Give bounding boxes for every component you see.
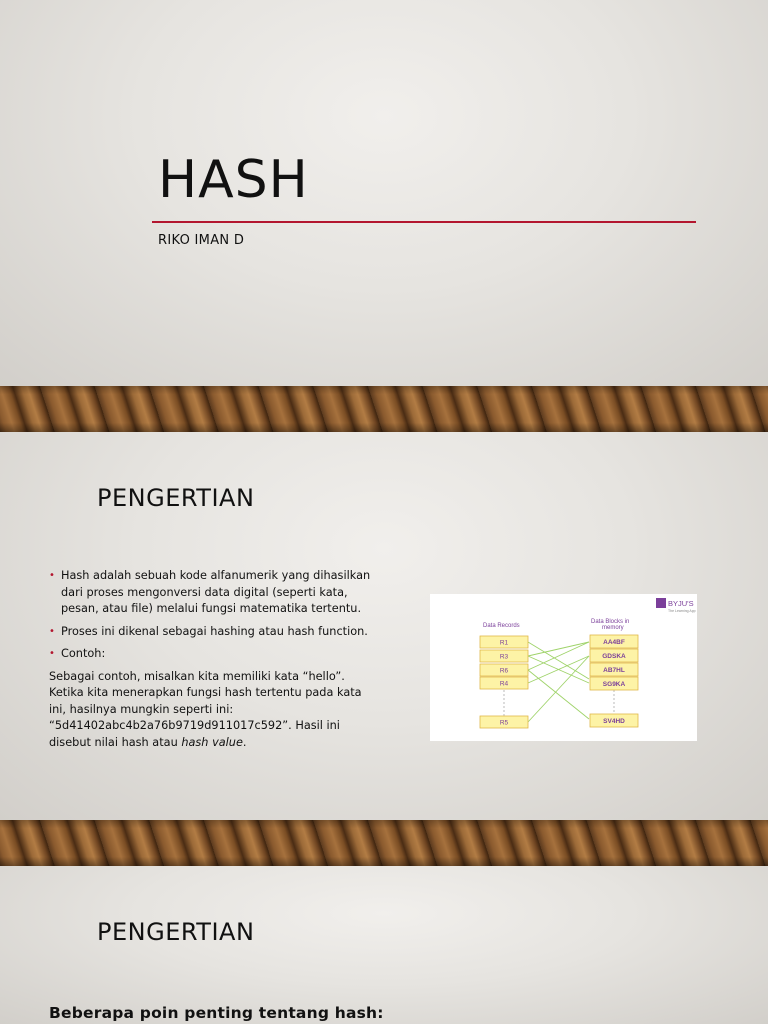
brand-tagline: The Learning App [668,609,696,613]
brand-logo-icon [656,598,666,608]
title-slide [0,0,768,386]
record-label: R6 [499,667,509,675]
period: . [242,735,247,749]
wood-floor-divider [0,386,768,432]
record-label: R3 [499,653,509,661]
slide-heading: PENGERTIAN [97,484,255,512]
content-slide-pengertian-2 [0,866,768,1024]
block-label: SG9KA [602,681,626,688]
example-paragraph [49,669,381,752]
record-label: R4 [499,680,509,688]
record-label: R1 [499,639,509,647]
slide-title: HASH [158,150,309,210]
blocks-column [590,635,638,727]
slide-subtitle: RIKO IMAN D [158,233,245,248]
data-blocks-label-1: Data Blocks in [591,619,630,625]
title-divider [152,221,696,223]
hash-diagram [430,594,697,741]
bullet-list [49,568,381,663]
hash-value-term: hash value [181,735,243,749]
list-item: • Hash adalah sebuah kode alfanumerik yang dihasilkan dari proses mengonversi data digital (seperti kata, pesan, atau file) melalui fungsi matematika tertentu. [49,568,381,618]
record-label: R5 [499,719,509,727]
block-label: AA4BF [603,639,625,646]
hash-diagram-image [430,594,697,741]
mapping-arrows [528,642,589,722]
brand-name: BYJU'S [668,599,694,608]
data-blocks-label-2: memory [602,625,624,631]
slide-body [49,568,381,751]
key-points-heading: Beberapa poin penting tentang hash: [49,1004,384,1022]
content-slide-pengertian [0,432,768,820]
data-records-label: Data Records [483,623,520,629]
example-text: Sebagai contoh, misalkan kita memiliki kata “hello”. Ketika kita menerapkan fungsi hash tertentu pada kata ini, hasilnya mungkin seperti ini: “5d41402abc4b2a76b9719d911017c592”. Hasil ini disebut nilai hash atau [49,669,362,749]
block-label: SV4HD [603,718,625,725]
block-label: GDSKA [602,653,626,660]
list-item: • Proses ini dikenal sebagai hashing atau hash function. [49,624,381,641]
wood-floor-divider [0,820,768,866]
slide-heading: PENGERTIAN [97,918,255,946]
list-item: • Contoh: [49,646,381,663]
block-label: AB7HL [603,667,625,674]
